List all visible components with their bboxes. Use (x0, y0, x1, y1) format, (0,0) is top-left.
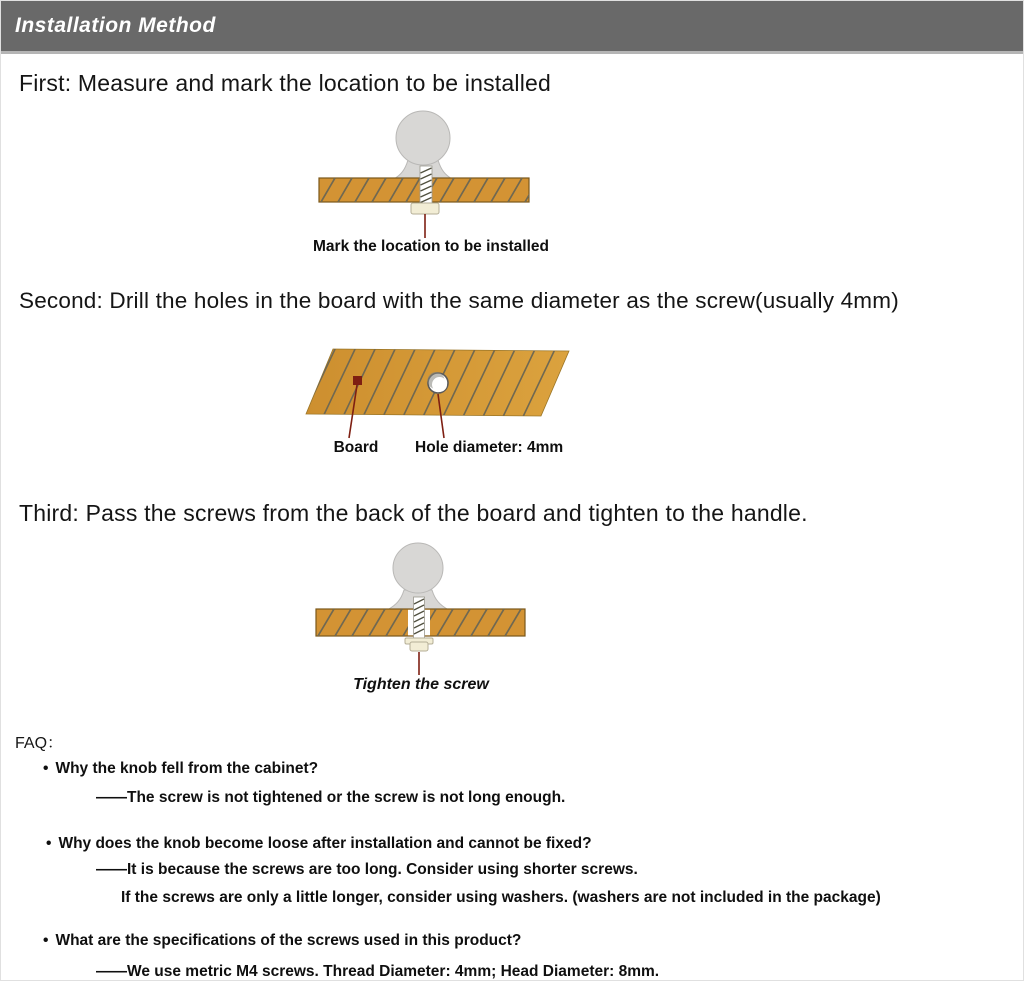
faq-question (46, 835, 592, 853)
section-title-bar (1, 1, 1023, 54)
faq-heading: FAQ： (15, 735, 64, 752)
faq-answer: ——The screw is not tightened or the screw is not long enough. (96, 789, 566, 806)
tighten-screw-illustration (281, 535, 581, 677)
screw-head-icon (410, 642, 428, 651)
step-3-caption: Tighten the screw (353, 676, 489, 693)
drilled-board-illustration (281, 339, 601, 441)
step-1-caption: Mark the location to be installed (313, 238, 549, 255)
faq-answer: If the screws are only a little longer, consider using washers. (washers are not included in the package) (121, 889, 881, 906)
bullet-icon: • (43, 760, 49, 777)
faq-question (43, 932, 521, 950)
drilled-hole-icon (428, 372, 449, 393)
faq-question-text: Why the knob fell from the cabinet? (55, 760, 319, 777)
faq-question-text: What are the specifications of the screws used in this product? (55, 932, 522, 949)
faq-question-text: Why does the knob become loose after installation and cannot be fixed? (58, 835, 592, 852)
board-label: Board (333, 439, 379, 456)
faq-answer: ——We use metric M4 screws. Thread Diameter: 4mm; Head Diameter: 8mm. (96, 963, 660, 980)
step-2-heading: Second: Drill the holes in the board with the same diameter as the screw(usually 4mm) (19, 288, 899, 313)
step-3-heading: Third: Pass the screws from the back of the board and tighten to the handle. (19, 500, 808, 526)
knob-head-icon (393, 543, 443, 593)
knob-head-icon (396, 111, 450, 165)
mark-location-illustration (281, 105, 581, 239)
bullet-icon: • (43, 932, 49, 949)
bullet-icon: • (46, 835, 52, 852)
screw-head-icon (411, 203, 439, 214)
page-title: Installation Method (15, 14, 216, 37)
board-marker-square (353, 376, 362, 385)
step-1-heading: First: Measure and mark the location to be installed (19, 70, 551, 96)
hole-diameter-label: Hole diameter: 4mm (415, 439, 564, 456)
faq-answer: ——It is because the screws are too long. Consider using shorter screws. (96, 861, 638, 878)
faq-question (43, 760, 318, 778)
